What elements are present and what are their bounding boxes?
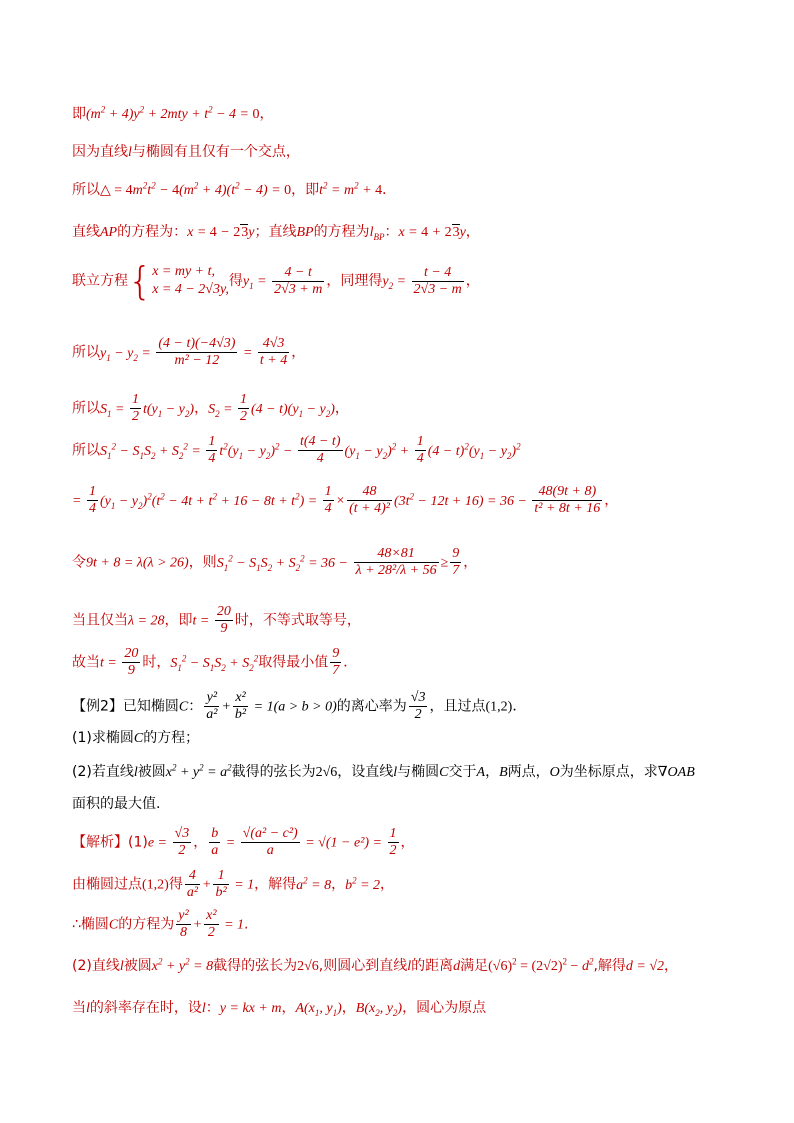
equation-line-11: 当且仅当λ = 28，即t = $\frac{20}{9}$ 时，不等式取等号， bbox=[72, 604, 361, 636]
analysis-line-5: 当l的斜率存在时，设l：y = kx + m，$A(x_1$, $y_1$)，$B(x_2$, $y_2$)，圆心为原点 bbox=[72, 1000, 487, 1018]
equation-line-10: 令9t + 8 = λ(λ > 26)，则$S_1^2 - S_1S_2 + S_2^2 = 36$ − $\frac{48\times 81}{\text{λ + 28²/λ + 56}}$ ≥ $\frac{9}{7}$ ， bbox=[72, 546, 478, 578]
question-part-2: (2)若直线l被圆$x^2 + y^2 = a^2$截得的弦长为2√6，设直线l与椭圆C交于A，B两点，O为坐标原点，求∇OAB bbox=[72, 762, 695, 780]
equation-line-7: 所以$S_1$ = $\frac{1}{2}$ $t(y_1 - y_2)$，$S_2$ = $\frac{1}{2}$ $(4 - t)(y_1 - y_2)$， bbox=[72, 392, 349, 424]
equation-line-5: 联立方程{ x = my + t, x = 4 − 2√3y, 得$y_1$ = $\frac{4 - t}{2√3 + m}$ ，同理得$y_2$ = $\frac{t - 4}{2√3 - m}$ ， bbox=[72, 259, 480, 303]
example-2-statement: 【例2】已知椭圆C： $\frac{\text{y²}}{\text{a²}}$ + $\frac{\text{x²}}{\text{b²}}$ = 1(a > b > 0)的离心率为 $\frac{√3}{2}$ ，且过点(1,2)． bbox=[72, 690, 527, 722]
equation-line-1: 即$(m^2 + 4)y^2 + 2mty + t^2 - 4 = 0$， bbox=[72, 104, 274, 122]
equation-line-8: 所以$S_1^2 - S_1S_2 + S_2^2$ = $\frac{1}{4}$ $t^2(y_1 - y_2)^2$ − $\frac{t(4 - t)}{4}$ $(y_1 - y_2)^2$ + $\frac{1}{4}$ $(4 - t)^2(y_1 - y_2)^2$ bbox=[72, 434, 521, 466]
question-part-2-cont: 面积的最大值. bbox=[72, 796, 161, 812]
question-part-1: (1)求椭圆C的方程； bbox=[72, 730, 200, 746]
analysis-line-3: ∴椭圆C的方程为 $\frac{\text{y²}}{8}$ + $\frac{\text{x²}}{2}$ = 1. bbox=[72, 908, 249, 940]
example-tag: 【例2】 bbox=[72, 698, 123, 715]
analysis-line-1: 【解析】(1)e = $\frac{√3}{2}$ ， $\frac{b}{a}$ = $\frac{\text{√(a² − c²)}}{a}$ = √(1 − e²) = $\frac{1}{2}$ ， bbox=[72, 826, 415, 858]
analysis-line-2: 由椭圆过点(1,2)得 $\frac{4}{\text{a²}}$ + $\frac{1}{\text{b²}}$ = 1，解得$a^2 = 8$，$b^2 = 2$， bbox=[72, 868, 395, 900]
equation-line-9: = $\frac{1}{4}$ $(y_1 - y_2)^2(t^2 - 4t + t^2 + 16 - 8t + t^2)$ = $\frac{1}{4}$ × $\frac{48}{\text{(t + 4)²}}$ $(3t^2 - 12t + 16) = 36$ − $\frac{48(9t + 8)}{\text{t² + 8t + 16}}$ ， bbox=[72, 484, 619, 516]
equation-line-4: 直线AP的方程为：x = 4 − 23y；直线BP的方程为$l_{BP}$：x = 4 + 23y， bbox=[72, 224, 480, 242]
equation-line-6: 所以$y_1 - y_2$ = $\frac{(4 - t)(-4√3)}{\text{m² − 12}}$ = $\frac{4√3}{t + 4}$ ， bbox=[72, 336, 306, 368]
equation-line-12: 故当t = $\frac{20}{9}$ 时，$S_1^2 - S_1S_2 + S_2^2$取得最小值 $\frac{9}{7}$ ． bbox=[72, 646, 358, 678]
analysis-tag: 【解析】 bbox=[72, 834, 128, 851]
text-line-2: 因为直线l与椭圆有且仅有一个交点， bbox=[72, 144, 300, 160]
analysis-line-4: (2)直线l被圆$x^2 + y^2 = 8$截得的弦长为2√6,则圆心到直线l的距离d满足$(√6)^2 = (2√2)^2 - d^2$,解得d = √2， bbox=[72, 956, 679, 974]
equation-line-3: 所以△ = $4m^2t^2 - 4(m^2 + 4)(t^2 - 4) = 0$，即$t^2 = m^2 + 4$． bbox=[72, 180, 397, 198]
